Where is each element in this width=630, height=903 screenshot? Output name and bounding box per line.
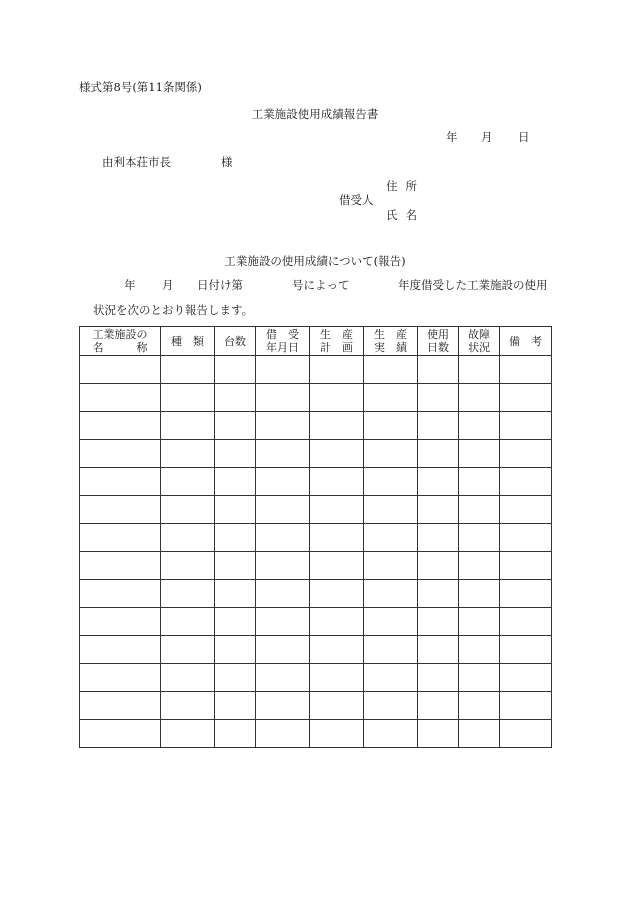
- table-cell[interactable]: [215, 384, 256, 412]
- table-row: [80, 692, 552, 720]
- borrower-label: 借受人: [339, 193, 374, 207]
- header-days-used: [418, 327, 459, 356]
- table-cell[interactable]: [364, 496, 418, 524]
- table-cell[interactable]: [459, 440, 500, 468]
- table-cell[interactable]: [215, 580, 256, 608]
- body-year-label: 年: [124, 278, 136, 292]
- table-cell[interactable]: [500, 356, 552, 384]
- table-cell[interactable]: [310, 496, 364, 524]
- body-reference-number-label: 号によって: [292, 278, 350, 292]
- date-month-label: 月: [481, 130, 493, 144]
- table-cell[interactable]: [364, 664, 418, 692]
- table-cell[interactable]: [364, 412, 418, 440]
- header-production-actual: [364, 327, 418, 356]
- table-cell[interactable]: [459, 384, 500, 412]
- table-cell[interactable]: [500, 636, 552, 664]
- table-cell[interactable]: [500, 496, 552, 524]
- table-row: [80, 468, 552, 496]
- table-cell[interactable]: [161, 552, 215, 580]
- header-malfunction-status-line1: 故障: [468, 328, 490, 341]
- table-cell[interactable]: [500, 468, 552, 496]
- table-cell[interactable]: [161, 580, 215, 608]
- table-cell[interactable]: [215, 496, 256, 524]
- table-body: [80, 356, 552, 748]
- table-cell[interactable]: [310, 440, 364, 468]
- table-cell[interactable]: [161, 496, 215, 524]
- header-production-actual-line2: 実 績: [374, 341, 407, 354]
- table-cell[interactable]: [256, 356, 310, 384]
- table-cell[interactable]: [80, 664, 161, 692]
- document-title: 工業施設使用成績報告書: [251, 107, 379, 121]
- table-cell[interactable]: [161, 692, 215, 720]
- body-second-line: 状況を次のとおり報告します。: [93, 303, 254, 317]
- header-malfunction-status-line2: 状況: [468, 341, 490, 354]
- table-cell[interactable]: [161, 356, 215, 384]
- table-cell[interactable]: [310, 412, 364, 440]
- table-row: [80, 384, 552, 412]
- table-row: [80, 440, 552, 468]
- table-cell[interactable]: [459, 636, 500, 664]
- table-cell[interactable]: [161, 440, 215, 468]
- header-type-label: 種 類: [171, 334, 204, 348]
- table-cell[interactable]: [500, 608, 552, 636]
- borrower-address-label: 住所: [386, 179, 425, 193]
- table-cell[interactable]: [215, 552, 256, 580]
- table-cell[interactable]: [364, 608, 418, 636]
- table-cell[interactable]: [256, 636, 310, 664]
- header-remarks-label: 備 考: [509, 334, 542, 348]
- table-cell[interactable]: [80, 524, 161, 552]
- table-cell[interactable]: [80, 468, 161, 496]
- table-cell[interactable]: [500, 524, 552, 552]
- table-cell[interactable]: [256, 440, 310, 468]
- table-cell[interactable]: [80, 356, 161, 384]
- header-production-plan-line1: 生 産: [320, 328, 353, 341]
- usage-report-table: [79, 326, 552, 748]
- table-cell[interactable]: [215, 636, 256, 664]
- table-cell[interactable]: [418, 524, 459, 552]
- table-cell[interactable]: [364, 580, 418, 608]
- table-cell[interactable]: [500, 384, 552, 412]
- header-count-label: 台数: [224, 334, 246, 348]
- table-cell[interactable]: [418, 552, 459, 580]
- table-cell[interactable]: [500, 412, 552, 440]
- table-cell[interactable]: [418, 664, 459, 692]
- table-cell[interactable]: [310, 720, 364, 748]
- table-cell[interactable]: [161, 524, 215, 552]
- table-cell[interactable]: [418, 468, 459, 496]
- table-row: [80, 580, 552, 608]
- table-cell[interactable]: [418, 720, 459, 748]
- header-malfunction-status: [459, 327, 500, 356]
- form-number-label: 様式第8号(第11条関係): [79, 80, 202, 94]
- table-cell[interactable]: [500, 664, 552, 692]
- table-cell[interactable]: [418, 580, 459, 608]
- header-remarks: [500, 327, 552, 356]
- table-cell[interactable]: [256, 496, 310, 524]
- header-production-plan: [310, 327, 364, 356]
- body-year-borrowed-label: 年度借受した工業施設の使用: [398, 278, 548, 292]
- addressee-honorific: 様: [221, 155, 233, 169]
- table-cell[interactable]: [364, 636, 418, 664]
- table-cell[interactable]: [215, 664, 256, 692]
- table-cell[interactable]: [364, 468, 418, 496]
- table-row: [80, 664, 552, 692]
- borrower-name-label: 氏名: [386, 208, 425, 222]
- table-cell[interactable]: [310, 384, 364, 412]
- table-cell[interactable]: [80, 608, 161, 636]
- table-cell[interactable]: [256, 412, 310, 440]
- table-cell[interactable]: [80, 440, 161, 468]
- table-cell[interactable]: [459, 468, 500, 496]
- table-cell[interactable]: [500, 580, 552, 608]
- table-cell[interactable]: [161, 468, 215, 496]
- table-cell[interactable]: [310, 664, 364, 692]
- table-cell[interactable]: [364, 552, 418, 580]
- table-row: [80, 636, 552, 664]
- table-cell[interactable]: [500, 720, 552, 748]
- date-day-label: 日: [518, 130, 530, 144]
- table-cell[interactable]: [215, 692, 256, 720]
- table-cell[interactable]: [161, 384, 215, 412]
- table-cell[interactable]: [310, 608, 364, 636]
- table-cell[interactable]: [459, 496, 500, 524]
- table-cell[interactable]: [256, 552, 310, 580]
- header-count: [215, 327, 256, 356]
- table-cell[interactable]: [500, 552, 552, 580]
- table-cell[interactable]: [80, 552, 161, 580]
- table-cell[interactable]: [161, 412, 215, 440]
- table-cell[interactable]: [418, 692, 459, 720]
- table-cell[interactable]: [459, 692, 500, 720]
- header-type: [161, 327, 215, 356]
- table-cell[interactable]: [310, 692, 364, 720]
- table-cell[interactable]: [418, 356, 459, 384]
- table-cell[interactable]: [215, 608, 256, 636]
- addressee-name: 由利本荘市長: [102, 155, 171, 169]
- table-cell[interactable]: [310, 468, 364, 496]
- table-cell[interactable]: [459, 356, 500, 384]
- table-cell[interactable]: [364, 524, 418, 552]
- table-cell[interactable]: [310, 356, 364, 384]
- table-cell[interactable]: [161, 608, 215, 636]
- table-cell[interactable]: [80, 720, 161, 748]
- table-cell[interactable]: [459, 524, 500, 552]
- table-cell[interactable]: [310, 552, 364, 580]
- table-cell[interactable]: [418, 496, 459, 524]
- table-cell[interactable]: [418, 412, 459, 440]
- header-borrow-date-line1: 借 受: [266, 328, 299, 341]
- header-facility-name-line2: 名 称: [92, 341, 148, 354]
- table-cell[interactable]: [459, 608, 500, 636]
- table-cell[interactable]: [364, 440, 418, 468]
- table-row: [80, 496, 552, 524]
- table-cell[interactable]: [459, 664, 500, 692]
- table-row: [80, 524, 552, 552]
- table-cell[interactable]: [364, 692, 418, 720]
- table-cell[interactable]: [418, 384, 459, 412]
- table-cell[interactable]: [215, 412, 256, 440]
- table-cell[interactable]: [310, 524, 364, 552]
- table-cell[interactable]: [459, 412, 500, 440]
- table-cell[interactable]: [80, 496, 161, 524]
- table-cell[interactable]: [418, 440, 459, 468]
- table-cell[interactable]: [256, 692, 310, 720]
- table-cell[interactable]: [256, 608, 310, 636]
- table-cell[interactable]: [459, 580, 500, 608]
- table-cell[interactable]: [500, 692, 552, 720]
- header-facility-name: [80, 327, 161, 356]
- body-month-label: 月: [162, 278, 174, 292]
- table-cell[interactable]: [215, 720, 256, 748]
- table-cell[interactable]: [80, 636, 161, 664]
- table-cell[interactable]: [364, 384, 418, 412]
- date-year-label: 年: [446, 130, 458, 144]
- table-cell[interactable]: [80, 412, 161, 440]
- header-production-plan-line2: 計 画: [320, 341, 353, 354]
- table-row: [80, 720, 552, 748]
- table-cell[interactable]: [256, 524, 310, 552]
- table-header-row: [80, 327, 552, 356]
- header-days-used-line2: 日数: [427, 341, 449, 354]
- table-cell[interactable]: [215, 440, 256, 468]
- table-row: [80, 356, 552, 384]
- table-cell[interactable]: [161, 636, 215, 664]
- table-cell[interactable]: [364, 356, 418, 384]
- table-cell[interactable]: [364, 720, 418, 748]
- table-cell[interactable]: [161, 720, 215, 748]
- table-cell[interactable]: [256, 384, 310, 412]
- table-cell[interactable]: [256, 664, 310, 692]
- table-cell[interactable]: [256, 468, 310, 496]
- table-cell[interactable]: [80, 692, 161, 720]
- header-days-used-line1: 使用: [427, 328, 449, 341]
- table-row: [80, 412, 552, 440]
- table-cell[interactable]: [310, 580, 364, 608]
- table-cell[interactable]: [459, 720, 500, 748]
- table-row: [80, 552, 552, 580]
- table-cell[interactable]: [161, 664, 215, 692]
- table-cell[interactable]: [310, 636, 364, 664]
- table-cell[interactable]: [215, 524, 256, 552]
- header-borrow-date-line2: 年月日: [266, 341, 299, 354]
- body-date-number-label: 日付け第: [197, 278, 243, 292]
- header-facility-name-line1: 工業施設の: [92, 328, 148, 341]
- subject-line: 工業施設の使用成績について(報告): [224, 254, 406, 268]
- table-cell[interactable]: [80, 384, 161, 412]
- table-cell[interactable]: [80, 580, 161, 608]
- table-cell[interactable]: [500, 440, 552, 468]
- table-cell[interactable]: [459, 552, 500, 580]
- header-borrow-date: [256, 327, 310, 356]
- table-cell[interactable]: [418, 636, 459, 664]
- table-cell[interactable]: [256, 720, 310, 748]
- table-cell[interactable]: [256, 580, 310, 608]
- table-cell[interactable]: [215, 356, 256, 384]
- table-row: [80, 608, 552, 636]
- table-cell[interactable]: [418, 608, 459, 636]
- header-production-actual-line1: 生 産: [374, 328, 407, 341]
- table-cell[interactable]: [215, 468, 256, 496]
